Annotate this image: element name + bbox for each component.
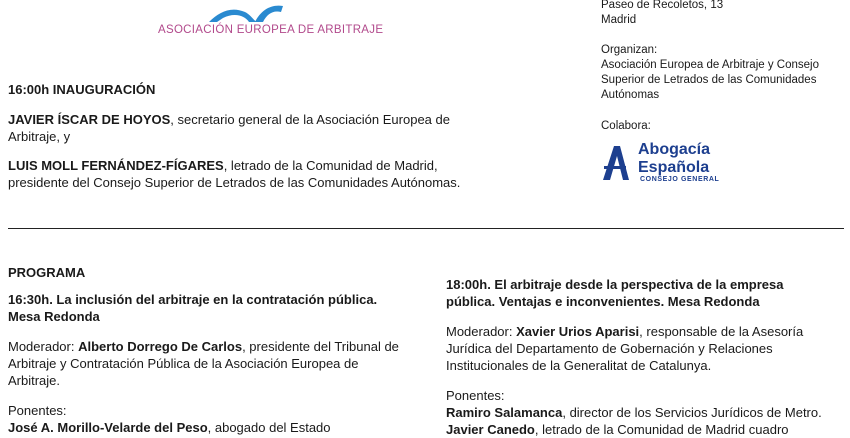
speaker-desc-cont: Arbitraje, y (8, 129, 71, 144)
moderator-name: Alberto Dorrego De Carlos (78, 339, 243, 354)
session-title: 16:30h. La inclusión del arbitraje en la contratación pública. (8, 292, 378, 307)
session-title-cont: Mesa Redonda (8, 309, 100, 324)
moderator-desc-cont: Arbitraje. (8, 373, 61, 388)
inauguration-heading: 16:00h INAUGURACIÓN (8, 82, 156, 97)
association-logo-text: ASOCIACIÓN EUROPEA DE ARBITRAJE (158, 24, 384, 36)
speaker-desc: , letrado de la Comunidad de Madrid cuadro (534, 422, 789, 437)
inauguration-speaker-2 (8, 157, 588, 191)
abogacia-brand-line-1: Abogacía (638, 141, 711, 158)
session-title: 18:00h. El arbitraje desde la perspectiva de la empresa (446, 277, 784, 292)
venue-address: Paseo de Recoletos, 13 (601, 0, 724, 11)
speaker-name: Javier Canedo (446, 422, 535, 437)
organizers-line-3: Autónomas (601, 89, 660, 101)
speaker-desc: , abogado del Estado (207, 420, 331, 435)
speakers-label: Ponentes: (8, 403, 67, 418)
moderator-desc-cont: Jurídica del Departamento de Gobernación y Relaciones (446, 341, 773, 356)
abogacia-brand-sub: CONSEJO GENERAL (640, 176, 720, 183)
abogacia-logo-icon (601, 142, 631, 182)
venue-city: Madrid (601, 14, 637, 26)
speaker-desc: , director de los Servicios Jurídicos de Metro. (562, 405, 822, 420)
abogacia-brand (638, 141, 710, 177)
moderator-desc: , responsable de la Asesoría (639, 324, 804, 339)
speaker-desc: , letrado de la Comunidad de Madrid, (223, 158, 438, 173)
organizers-label: Organizan: (601, 44, 658, 56)
program-heading: PROGRAMA (8, 265, 86, 280)
moderator-desc: , presidente del Tribunal de (242, 339, 399, 354)
speaker-desc-cont: presidente del Consejo Superior de Letrados de las Comunidades Autónomas. (8, 175, 461, 190)
speaker-name: Ramiro Salamanca (446, 405, 563, 420)
section-divider (8, 228, 844, 229)
collaborator-label: Colabora: (601, 120, 651, 132)
moderator-name: Xavier Urios Aparisi (516, 324, 640, 339)
moderator-label: Moderador: (446, 324, 517, 339)
moderator-desc-cont: Institucionales de la Generalitat de Catalunya. (446, 358, 712, 373)
abogacia-brand-line-2: Española (638, 159, 710, 176)
speakers-label: Ponentes: (446, 388, 505, 403)
moderator-label: Moderador: (8, 339, 79, 354)
association-logo-icon (205, 0, 285, 22)
session-1 (8, 291, 428, 436)
session-2 (446, 276, 846, 438)
speaker-name: LUIS MOLL FERNÁNDEZ-FÍGARES (8, 158, 224, 173)
moderator-desc-cont: Arbitraje y Contratación Pública de la Asociación Europea de (8, 356, 359, 371)
organizers-line-2: Superior de Letrados de las Comunidades (601, 74, 817, 86)
session-title-cont: pública. Ventajas e inconvenientes. Mesa Redonda (446, 294, 760, 309)
speaker-name: José A. Morillo-Velarde del Peso (8, 420, 208, 435)
speaker-name: JAVIER ÍSCAR DE HOYOS (8, 112, 171, 127)
speaker-desc: , secretario general de la Asociación Europea de (170, 112, 450, 127)
inauguration-speaker-1 (8, 111, 588, 145)
organizers-line-1: Asociación Europea de Arbitraje y Consejo (601, 59, 819, 71)
